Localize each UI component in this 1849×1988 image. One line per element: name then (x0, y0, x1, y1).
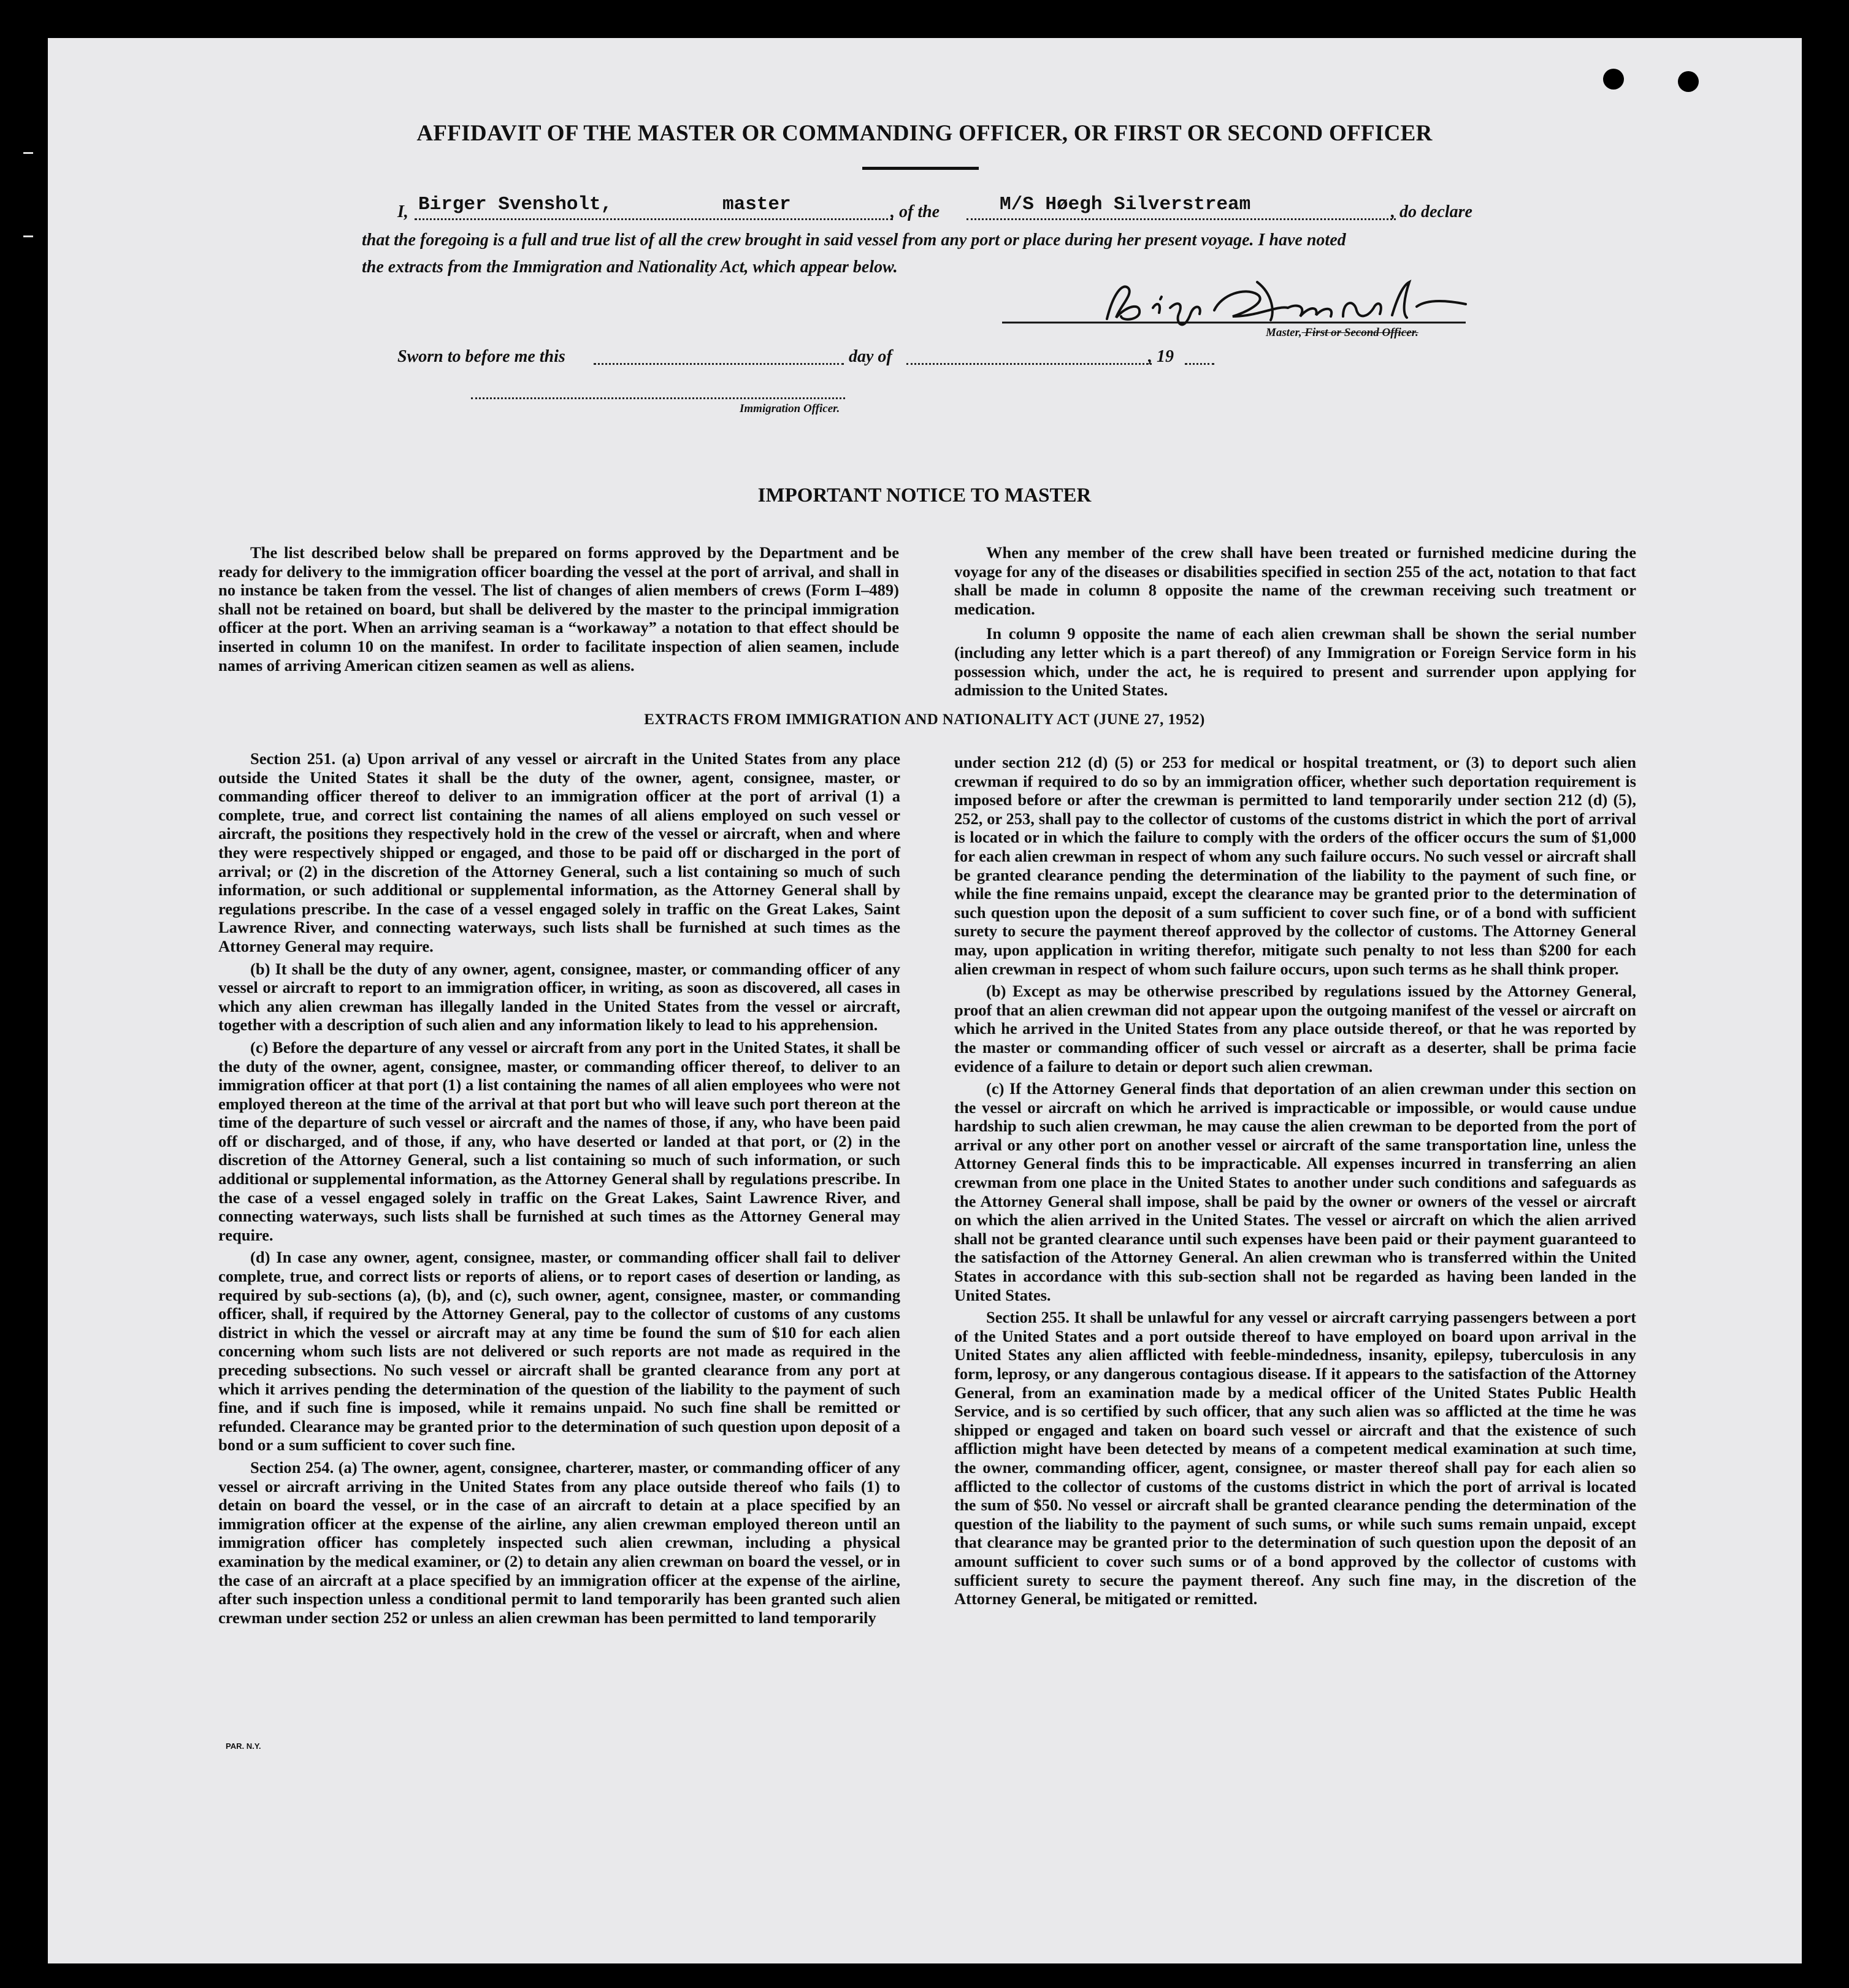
vessel-field-line (967, 218, 1396, 220)
notice-left-column (218, 543, 899, 678)
act-paragraph: Section 251. (a) Upon arrival of any vessel or aircraft in the United States from any place outside the United States it shall be the duty of the owner, agent, consignee, master, or commanding officer thereof to deliver to an immigration officer at the port of arrival (1) a complete, true, and correct list containing the names of all aliens employed on such vessel or aircraft, the positions they respectively hold in the crew of the vessel or aircraft, when and where they were respectively shipped or engaged, and those to be paid off or discharged in the port of arrival; or (2) in the discretion of the Attorney General, such a list containing so much of such information, or such additional or supplemental information, as the Attorney General shall by regulations prescribe. In the case of a vessel engaged solely in traffic on the Great Lakes, Saint Lawrence River, and connecting waterways, such lists shall be furnished at such times as the Attorney General may require. (218, 749, 900, 955)
sworn-month-line (906, 363, 1152, 365)
act-paragraph: Section 255. It shall be unlawful for any vessel or aircraft carrying passengers between a port of the United States and a port outside thereof to have employed on board upon arrival in the United States any alien afflicted with feeble-mindedness, insanity, epilepsy, tuberculosis in any form, leprosy, or any dangerous contagious disease. If it appears to the satisfaction of the Attorney General, from an examination made by a medical officer of the United States Public Health Service, and is so certified by such officer, that any such alien was so afflicted at the time he was shipped or engaged and taken on board such vessel or aircraft and that the existence of such affliction might have been detected by means of a competent medical examination at such time, the owner, commanding officer, agent, consignee, or master thereof shall pay for each alien so afflicted to the collector of customs of the customs district in which the port of arrival is located the sum of $50. No vessel or aircraft shall be granted clearance pending the determination of the question of the liability to the payment of such sums, or while such sums remain unpaid, except that clearance may be granted prior to the determination of such question upon the deposit of an amount sufficient to cover such sums or of a bond approved by the collector of customs with sufficient surety to secure the payment thereof. Any such fine may, in the discretion of the Attorney General, be mitigated or remitted. (954, 1308, 1636, 1608)
declaration-line-2: that the foregoing is a full and true list of all the crew brought in said vessel from any port or place during her present voyage. I have noted (362, 231, 1346, 250)
page-title: AFFIDAVIT OF THE MASTER OR COMMANDING OFFICER, OR FIRST OR SECOND OFFICER (416, 121, 1433, 146)
master-name-value: Birger Svensholt, (418, 194, 613, 215)
sworn-day-line (594, 363, 844, 365)
printer-mark: PAR. N.Y. (226, 1741, 261, 1751)
extracts-left-column (218, 749, 900, 1631)
declaration-prefix: I, (397, 202, 408, 221)
notice-right-column (954, 543, 1636, 703)
notice-paragraph: When any member of the crew shall have been treated or furnished medicine during the voyage for any of the diseases or disabilities specified in section 255 of the act, notation to that fact shall be made in column 8 opposite the name of the crewman receiving such treatment or medication. (954, 543, 1636, 618)
extracts-right-column (954, 753, 1636, 1612)
notice-paragraph: In column 9 opposite the name of each alien crewman shall be shown the serial number (including any letter which is a part thereof) of any Immigration or Foreign Service form in his possession which, under the act, he is required to present and surrender upon applying for admission to the United States. (954, 624, 1636, 700)
struck-officer-label: First or Second Officer. (1301, 326, 1418, 339)
officer-signature-line (471, 397, 845, 399)
punch-hole-right (1678, 71, 1699, 92)
sworn-label: Sworn to before me this (397, 347, 565, 366)
notice-heading: IMPORTANT NOTICE TO MASTER (757, 484, 1092, 507)
act-paragraph: (c) If the Attorney General finds that deportation of an alien crewman under this section on the vessel or aircraft on which he arrived is impracticable or impossible, or would cause undue hardship to such alien crewman, he may cause the alien crewman to be deported from the port of arrival or any other port on another vessel or aircraft of the same transportation line, unless the Attorney General finds this to be impracticable. All expenses incurred in transferring an alien crewman from one place in the United States to another under such conditions and safeguards as the Attorney General shall impose, shall be paid by the owner or owners of the vessel or aircraft on which the alien arrived in the United States. The vessel or aircraft on which the alien arrived shall not be granted clearance until such expenses have been paid or their payment guaranteed to the satisfaction of the Attorney General. An alien crewman who is transferred within the United States in accordance with this sub-section shall not be regarded as having been landed in the United States. (954, 1079, 1636, 1304)
name-field-line (415, 218, 893, 220)
act-paragraph: Section 254. (a) The owner, agent, consignee, charterer, master, or commanding officer of any vessel or aircraft arriving in the United States from any place outside thereof who fails (1) to detain on board the vessel, or in the case of an aircraft to detain at a place specified by an immigration officer at the expense of the airline, any alien crewman employed thereon until an immigration officer has completely inspected such alien crewman, including a physical examination by the medical examiner, or (2) to detain any alien crewman on board the vessel, or in the case of an aircraft at a place specified by an immigration officer at the expense of the airline, after such inspection unless a conditional permit to land temporarily has been granted such alien crewman under section 252 or unless an alien crewman has been permitted to land temporarily (218, 1458, 900, 1627)
vessel-name-value: M/S Høegh Silverstream (1000, 194, 1251, 215)
act-paragraph: (c) Before the departure of any vessel or aircraft from any port in the United States, it shall be the duty of the owner, agent, consignee, master, or commanding officer thereof, to deliver to an immigration officer at that port (1) a list containing the names of all alien employees who were not employed thereon at the time of the arrival at that port but who will leave such port thereon at the time of the departure of such vessel or aircraft and the names of those, if any, who have been paid off or discharged, and of those, if any, who have deserted or landed at that port, or (2) in the discretion of the Attorney General, such a list containing so much of such information, or such additional or supplemental information, as the Attorney General shall by regulations prescribe. In the case of a vessel engaged solely in traffic on the Great Lakes, Saint Lawrence River, and connecting waterways, such lists shall be furnished at such times as the Attorney General may require. (218, 1038, 900, 1244)
rank-value: master (722, 194, 791, 215)
extracts-heading: EXTRACTS FROM IMMIGRATION AND NATIONALITY ACT (JUNE 27, 1952) (644, 711, 1205, 728)
title-underline (862, 167, 979, 170)
act-paragraph: (b) Except as may be otherwise prescribed by regulations issued by the Attorney General, proof that an alien crewman did not appear upon the outgoing manifest of the vessel or aircraft on which he arrived in the United States from any place outside thereof, or that he was reported by the master or commanding officer of such vessel or aircraft as a deserter, shall be prima facie evidence of a failure to detain or deport such alien crewman. (954, 982, 1636, 1076)
sworn-year-line (1185, 363, 1214, 365)
year-label: , 19 (1148, 347, 1174, 366)
immigration-officer-label: Immigration Officer. (740, 402, 840, 415)
declaration-line-3: the extracts from the Immigration and Nationality Act, which appear below. (362, 258, 898, 277)
edge-mark (23, 235, 33, 237)
act-paragraph: under section 212 (d) (5) or 253 for medical or hospital treatment, or (3) to deport such alien crewman if required to do so by an immigration officer, whether such deportation requirement is imposed before or after the crewman is permitted to land temporarily under section 212 (d) (5), 252, or 253, shall pay to the collector of customs of the customs district in which the port of arrival is located or in which the failure to comply with the orders of the officer occurs the sum of $1,000 for each alien crewman in respect of whom any such failure occurs. No such vessel or aircraft shall be granted clearance pending the determination of the liability to the payment of such fine, or while the fine remains unpaid, except the clearance may be granted prior to the determination of such question upon the deposit of a sum sufficient to cover such fine, or of a bond with sufficient surety to secure the payment thereof approved by the collector of customs. The Attorney General may, upon application in writing therefor, mitigate such penalty to not less than $200 for each alien crewman in respect of whom such failure occurs, upon such terms as he shall think proper. (954, 753, 1636, 978)
day-of-label: day of (849, 347, 892, 366)
punch-hole-left (1603, 69, 1624, 90)
act-paragraph: (d) In case any owner, agent, consignee, master, or commanding officer shall fail to deliver complete, true, and correct lists or reports of aliens, or to report cases of desertion or landing, as required by sub-sections (a), (b), and (c), such owner, agent, consignee, master, or commanding officer, shall, if required by the Attorney General, pay to the collector of customs of any customs district in which the vessel or aircraft may at any time be found the sum of $10 for each alien concerning whom such lists are not delivered or such reports are not made as required in the preceding subsections. No such vessel or aircraft shall be granted clearance from any port at which it arrives pending the determination of the question of the liability to the payment of such fine, and if such fine is imposed, while it remains unpaid. No such fine shall be remitted or refunded. Clearance may be granted prior to the determination of such question upon deposit of a bond or a sum sufficient to cover such fine. (218, 1248, 900, 1455)
master-signature (1000, 270, 1521, 337)
of-the-label: , of the (890, 202, 940, 221)
edge-mark (23, 152, 33, 154)
signature-role-label (1266, 326, 1418, 340)
notice-paragraph: The list described below shall be prepared on forms approved by the Department and be ready for delivery to the immigration officer boarding the vessel at the port of arrival, and shall in no instance be taken from the vessel. The list of changes of alien members of crews (Form I–489) shall not be retained on board, but shall be delivered by the master to the principal immigration officer at the port. When an arriving seaman is a “workaway” a notation to that effect should be inserted in column 10 on the manifest. In order to facilitate inspection of alien seamen, include names of arriving American citizen seamen as well as aliens. (218, 543, 899, 675)
master-label: Master, (1266, 326, 1302, 339)
do-declare-label: , do declare (1391, 202, 1472, 221)
act-paragraph: (b) It shall be the duty of any owner, agent, consignee, master, or commanding officer of any vessel or aircraft to report to an immigration officer, in writing, as soon as discovered, all cases in which any alien crewman has illegally landed in the United States from the vessel or aircraft, together with a description of such alien and any information likely to lead to his apprehension. (218, 959, 900, 1034)
